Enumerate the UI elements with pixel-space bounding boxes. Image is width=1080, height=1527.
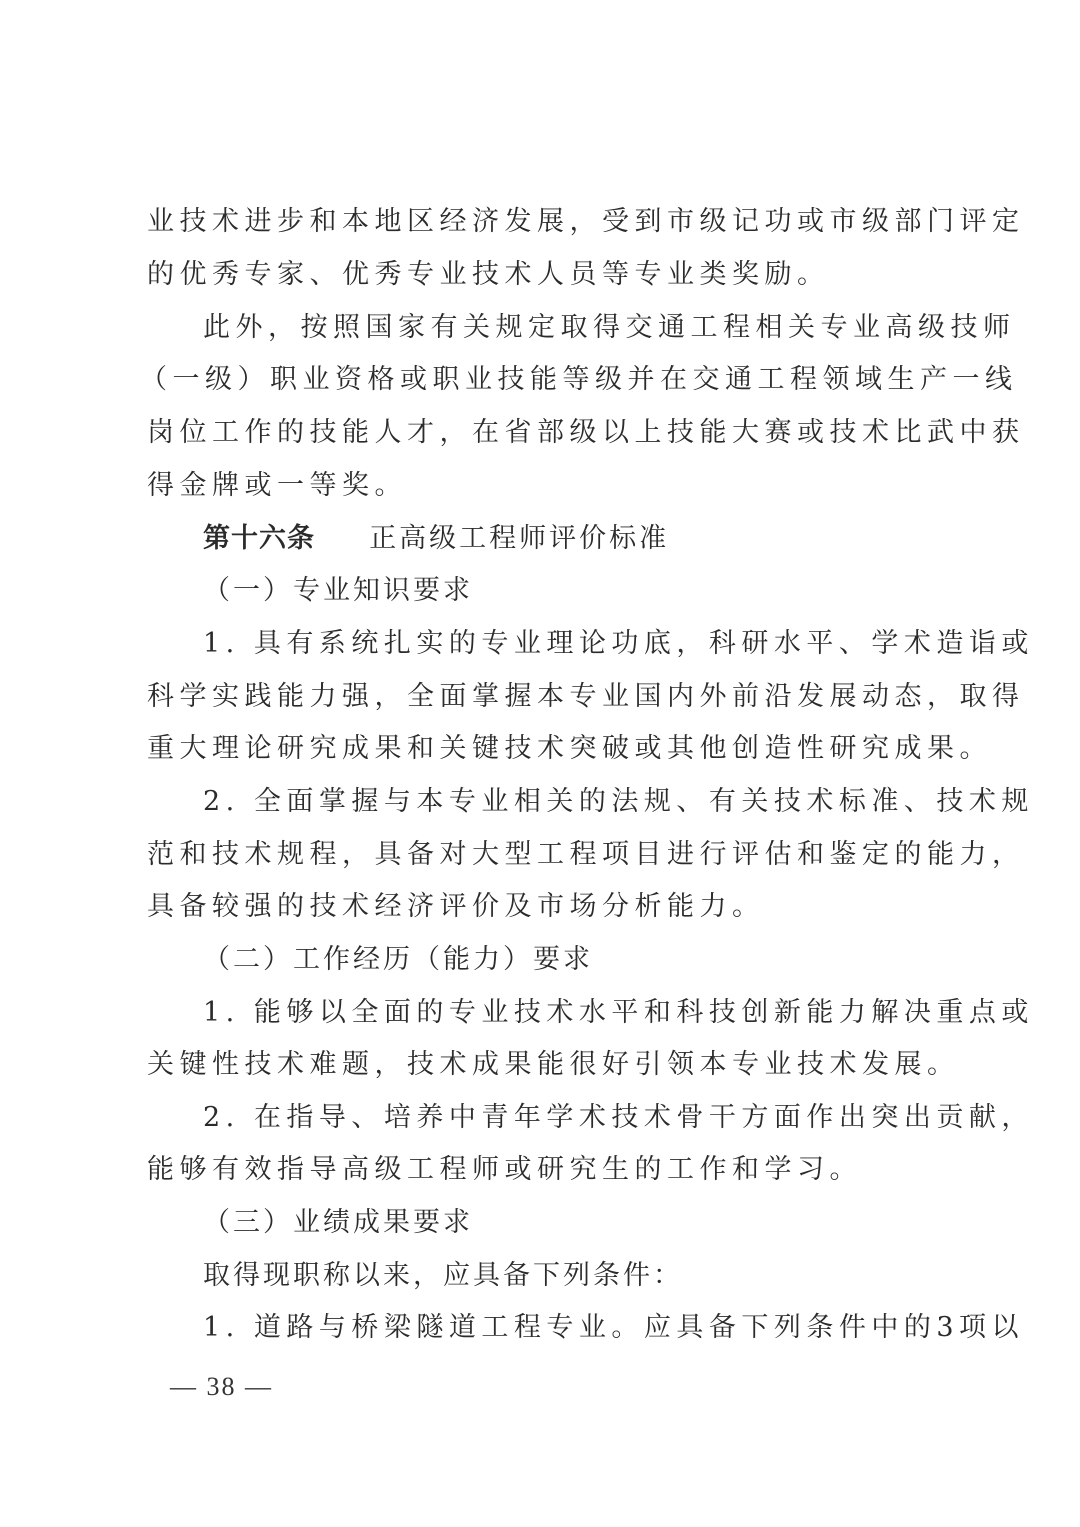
text-line: 的优秀专家、优秀专业技术人员等专业类奖励。 — [147, 259, 830, 290]
text-line: 范和技术规程，具备对大型工程项目进行评估和鉴定的能力， — [147, 839, 1025, 870]
section-heading-3: （三）业绩成果要求 — [203, 1207, 473, 1238]
text-line: 1. 道路与桥梁隧道工程专业。应具备下列条件中的3项以 — [203, 1312, 1025, 1343]
article-title: 正高级工程师评价标准 — [369, 523, 670, 554]
text-line: 1. 具有系统扎实的专业理论功底，科研水平、学术造诣或 — [203, 628, 1034, 659]
text-line: 2. 在指导、培养中青年学术技术骨干方面作出突出贡献， — [203, 1102, 1034, 1133]
text-line: 业技术进步和本地区经济发展，受到市级记功或市级部门评定 — [147, 206, 1025, 237]
page-number: — 38 — — [170, 1372, 273, 1401]
article-number: 第十六条 — [203, 523, 315, 554]
text-line: 重大理论研究成果和关键技术突破或其他创造性研究成果。 — [147, 733, 992, 764]
text-line: 得金牌或一等奖。 — [147, 470, 407, 501]
article-heading — [203, 519, 1003, 559]
paragraph-start: 此外，按照国家有关规定取得交通工程相关专业高级技师 — [203, 312, 1016, 343]
text-line: 2. 全面掌握与本专业相关的法规、有关技术标准、技术规 — [203, 786, 1034, 817]
text-line: （一级）职业资格或职业技能等级并在交通工程领域生产一线 — [140, 364, 1018, 395]
section-heading-2: （二）工作经历（能力）要求 — [203, 944, 593, 975]
text-line: 取得现职称以来，应具备下列条件： — [203, 1260, 683, 1291]
text-line: 能够有效指导高级工程师或研究生的工作和学习。 — [147, 1154, 862, 1185]
text-line: 关键性技术难题，技术成果能很好引领本专业技术发展。 — [147, 1049, 960, 1080]
text-line: 科学实践能力强，全面掌握本专业国内外前沿发展动态，取得 — [147, 681, 1025, 712]
text-line: 1. 能够以全面的专业技术水平和科技创新能力解决重点或 — [203, 997, 1034, 1028]
section-heading-1: （一）专业知识要求 — [203, 575, 473, 606]
text-line: 岗位工作的技能人才，在省部级以上技能大赛或技术比武中获 — [147, 417, 1025, 448]
text-line: 具备较强的技术经济评价及市场分析能力。 — [147, 891, 765, 922]
